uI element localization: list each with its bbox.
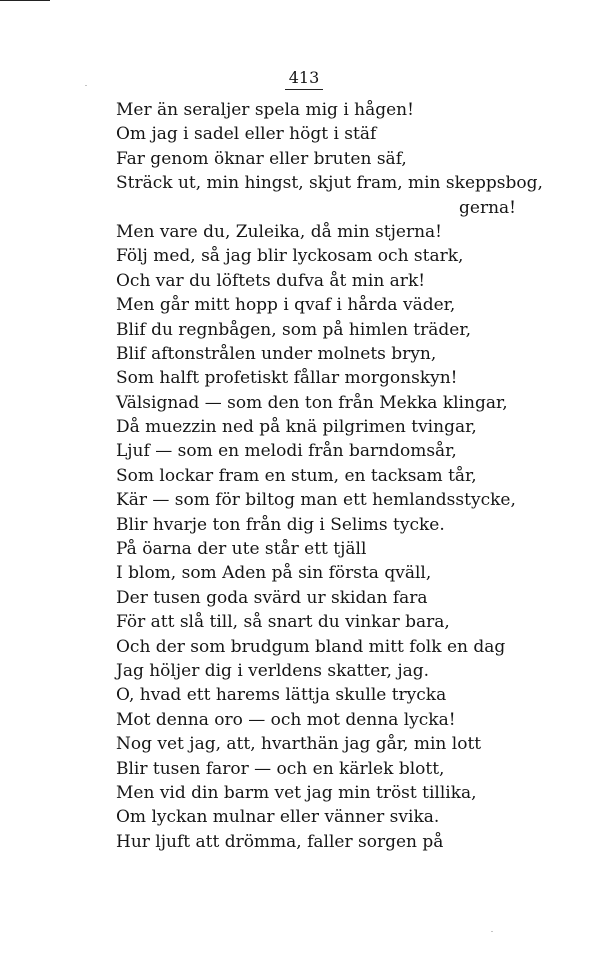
poem-line: Kär — som för biltog man ett hemlandsstycke, bbox=[116, 490, 516, 511]
poem-line: Jag höljer dig i verldens skatter, jag. bbox=[116, 660, 430, 681]
poem-line: Och der som brudgum bland mitt folk en dag bbox=[116, 636, 506, 657]
top-edge-rule bbox=[0, 0, 50, 1]
poem-line: Men vare du, Zuleika, då min stjerna! bbox=[116, 221, 442, 242]
poem-line: Ljuf — som en melodi från barndomsår, bbox=[116, 441, 457, 462]
poem-line: Der tusen goda svärd ur skidan fara bbox=[116, 587, 428, 608]
poem-line: Välsignad — som den ton från Mekka klingar, bbox=[116, 392, 508, 413]
poem-line: Om lyckan mulnar eller vänner svika. bbox=[116, 807, 440, 828]
poem-line: Men vid din barm vet jag min tröst tillika, bbox=[116, 782, 477, 803]
poem-line: Blir tusen faror — och en kärlek blott, bbox=[116, 758, 445, 779]
poem-line: Blir hvarje ton från dig i Selims tycke. bbox=[116, 514, 445, 535]
poem-line: I blom, som Aden på sin första qväll, bbox=[116, 563, 432, 584]
poem-line: Och var du löftets dufva åt min ark! bbox=[116, 270, 426, 291]
page-number: 413 bbox=[285, 69, 324, 90]
poem-line: Men går mitt hopp i qvaf i hårda väder, bbox=[116, 295, 456, 316]
poem-line: Sträck ut, min hingst, skjut fram, min skeppsbog, bbox=[116, 173, 543, 194]
poem-line: Mot denna oro — och mot denna lycka! bbox=[116, 709, 456, 730]
poem-line: Hur ljuft att drömma, faller sorgen på bbox=[116, 831, 444, 852]
poem-line: Blif du regnbågen, som på himlen träder, bbox=[116, 319, 471, 340]
poem-line: För att slå till, så snart du vinkar bara, bbox=[116, 612, 450, 633]
poem-line: På öarna der ute står ett tjäll bbox=[116, 539, 367, 560]
poem-line: Som halft profetiskt fållar morgonskyn! bbox=[116, 368, 458, 389]
poem-text bbox=[116, 98, 543, 854]
poem-line: Följ med, så jag blir lyckosam och stark, bbox=[116, 246, 464, 267]
poem-line: O, hvad ett harems lättja skulle trycka bbox=[116, 685, 447, 706]
poem-line: Som lockar fram en stum, en tacksam tår, bbox=[116, 465, 477, 486]
poem-line: Då muezzin ned på knä pilgrimen tvingar, bbox=[116, 417, 477, 438]
poem-line: Om jag i sadel eller högt i stäf bbox=[116, 124, 377, 145]
poem-line: Nog vet jag, att, hvarthän jag går, min lott bbox=[116, 734, 482, 755]
poem-line: gerna! bbox=[459, 197, 516, 218]
poem-line: Far genom öknar eller bruten säf, bbox=[116, 148, 407, 169]
page-header bbox=[0, 68, 608, 90]
poem-line: Blif aftonstrålen under molnets bryn, bbox=[116, 343, 437, 364]
poem-line: Mer än seraljer spela mig i hågen! bbox=[116, 100, 414, 120]
